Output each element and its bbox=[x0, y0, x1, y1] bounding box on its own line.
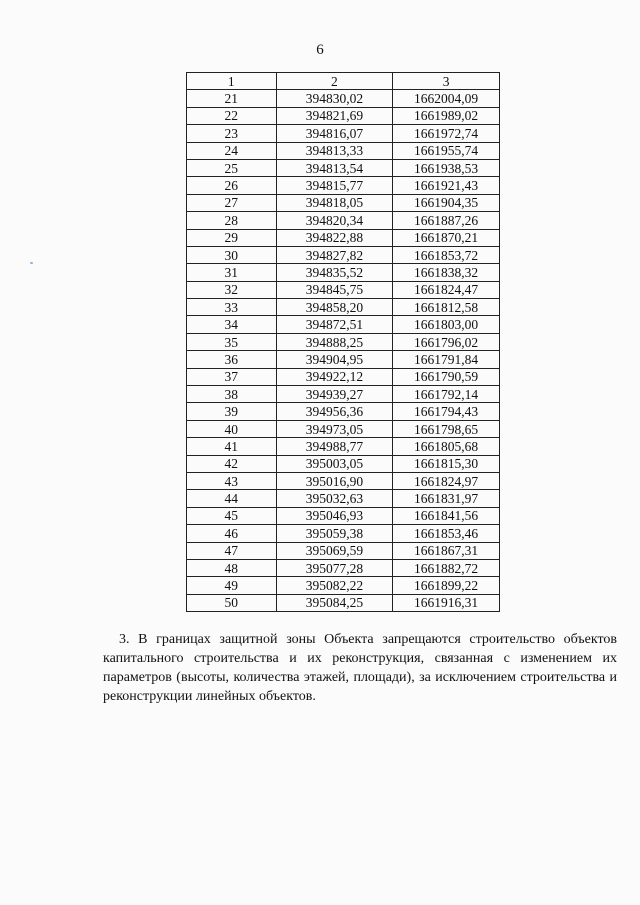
table-row bbox=[187, 316, 500, 333]
cell-x-coordinate: 394956,36 bbox=[276, 403, 393, 420]
cell-x-coordinate: 395032,63 bbox=[276, 490, 393, 507]
cell-point-number: 33 bbox=[187, 299, 277, 316]
cell-x-coordinate: 394818,05 bbox=[276, 194, 393, 211]
table-row bbox=[187, 507, 500, 524]
table-row bbox=[187, 368, 500, 385]
cell-y-coordinate: 1661853,46 bbox=[393, 525, 500, 542]
cell-y-coordinate: 1661792,14 bbox=[393, 386, 500, 403]
cell-point-number: 39 bbox=[187, 403, 277, 420]
cell-x-coordinate: 395082,22 bbox=[276, 577, 393, 594]
cell-x-coordinate: 394820,34 bbox=[276, 212, 393, 229]
cell-y-coordinate: 1661824,97 bbox=[393, 472, 500, 489]
cell-x-coordinate: 394988,77 bbox=[276, 438, 393, 455]
cell-y-coordinate: 1661882,72 bbox=[393, 559, 500, 576]
cell-y-coordinate: 1661796,02 bbox=[393, 333, 500, 350]
cell-y-coordinate: 1662004,09 bbox=[393, 90, 500, 107]
table-row bbox=[187, 107, 500, 124]
cell-y-coordinate: 1661838,32 bbox=[393, 264, 500, 281]
table-row bbox=[187, 125, 500, 142]
cell-point-number: 40 bbox=[187, 420, 277, 437]
cell-x-coordinate: 394816,07 bbox=[276, 125, 393, 142]
cell-x-coordinate: 394845,75 bbox=[276, 281, 393, 298]
cell-point-number: 38 bbox=[187, 386, 277, 403]
cell-x-coordinate: 394835,52 bbox=[276, 264, 393, 281]
scan-speck bbox=[30, 262, 33, 264]
cell-y-coordinate: 1661794,43 bbox=[393, 403, 500, 420]
cell-x-coordinate: 395069,59 bbox=[276, 542, 393, 559]
cell-y-coordinate: 1661853,72 bbox=[393, 246, 500, 263]
cell-point-number: 37 bbox=[187, 368, 277, 385]
cell-x-coordinate: 394872,51 bbox=[276, 316, 393, 333]
cell-x-coordinate: 395077,28 bbox=[276, 559, 393, 576]
cell-point-number: 21 bbox=[187, 90, 277, 107]
cell-point-number: 50 bbox=[187, 594, 277, 611]
table-row bbox=[187, 559, 500, 576]
table-row bbox=[187, 577, 500, 594]
cell-x-coordinate: 394939,27 bbox=[276, 386, 393, 403]
cell-x-coordinate: 394973,05 bbox=[276, 420, 393, 437]
cell-point-number: 49 bbox=[187, 577, 277, 594]
cell-x-coordinate: 395084,25 bbox=[276, 594, 393, 611]
cell-point-number: 45 bbox=[187, 507, 277, 524]
table-row bbox=[187, 299, 500, 316]
cell-x-coordinate: 394813,33 bbox=[276, 142, 393, 159]
cell-point-number: 44 bbox=[187, 490, 277, 507]
table-row bbox=[187, 594, 500, 611]
cell-y-coordinate: 1661867,31 bbox=[393, 542, 500, 559]
cell-point-number: 23 bbox=[187, 125, 277, 142]
cell-x-coordinate: 394821,69 bbox=[276, 107, 393, 124]
cell-y-coordinate: 1661831,97 bbox=[393, 490, 500, 507]
cell-x-coordinate: 394888,25 bbox=[276, 333, 393, 350]
cell-point-number: 42 bbox=[187, 455, 277, 472]
cell-x-coordinate: 394904,95 bbox=[276, 351, 393, 368]
cell-x-coordinate: 394822,88 bbox=[276, 229, 393, 246]
coordinates-table bbox=[186, 72, 500, 612]
table-row bbox=[187, 142, 500, 159]
cell-y-coordinate: 1661916,31 bbox=[393, 594, 500, 611]
cell-x-coordinate: 394858,20 bbox=[276, 299, 393, 316]
cell-y-coordinate: 1661921,43 bbox=[393, 177, 500, 194]
cell-y-coordinate: 1661824,47 bbox=[393, 281, 500, 298]
cell-point-number: 26 bbox=[187, 177, 277, 194]
table-row bbox=[187, 420, 500, 437]
cell-point-number: 28 bbox=[187, 212, 277, 229]
table-row bbox=[187, 490, 500, 507]
cell-y-coordinate: 1661904,35 bbox=[393, 194, 500, 211]
table-row bbox=[187, 212, 500, 229]
table-row bbox=[187, 455, 500, 472]
body-paragraph: 3. В границах защитной зоны Объекта запрещаются строительство объектов капитального строительства и их реконструкция, связанная с изменением их параметров (высоты, количества этажей, площади), за исключением строительства и реконструкции линейных объектов. bbox=[103, 632, 617, 704]
cell-y-coordinate: 1661798,65 bbox=[393, 420, 500, 437]
table-body bbox=[187, 90, 500, 612]
table-row bbox=[187, 177, 500, 194]
cell-point-number: 43 bbox=[187, 472, 277, 489]
cell-point-number: 35 bbox=[187, 333, 277, 350]
cell-point-number: 25 bbox=[187, 159, 277, 176]
table-row bbox=[187, 246, 500, 263]
cell-x-coordinate: 395046,93 bbox=[276, 507, 393, 524]
cell-point-number: 29 bbox=[187, 229, 277, 246]
table-header-row bbox=[187, 73, 500, 90]
table-row bbox=[187, 264, 500, 281]
table-row bbox=[187, 542, 500, 559]
cell-point-number: 31 bbox=[187, 264, 277, 281]
cell-point-number: 30 bbox=[187, 246, 277, 263]
cell-x-coordinate: 395003,05 bbox=[276, 455, 393, 472]
table-row bbox=[187, 351, 500, 368]
cell-x-coordinate: 395059,38 bbox=[276, 525, 393, 542]
table-row bbox=[187, 281, 500, 298]
cell-y-coordinate: 1661791,84 bbox=[393, 351, 500, 368]
cell-y-coordinate: 1661803,00 bbox=[393, 316, 500, 333]
cell-y-coordinate: 1661899,22 bbox=[393, 577, 500, 594]
cell-y-coordinate: 1661989,02 bbox=[393, 107, 500, 124]
cell-y-coordinate: 1661938,53 bbox=[393, 159, 500, 176]
cell-y-coordinate: 1661812,58 bbox=[393, 299, 500, 316]
cell-y-coordinate: 1661841,56 bbox=[393, 507, 500, 524]
cell-x-coordinate: 394815,77 bbox=[276, 177, 393, 194]
cell-y-coordinate: 1661972,74 bbox=[393, 125, 500, 142]
table-row bbox=[187, 333, 500, 350]
table-row bbox=[187, 403, 500, 420]
table-row bbox=[187, 159, 500, 176]
cell-point-number: 24 bbox=[187, 142, 277, 159]
cell-point-number: 34 bbox=[187, 316, 277, 333]
cell-point-number: 46 bbox=[187, 525, 277, 542]
cell-x-coordinate: 394827,82 bbox=[276, 246, 393, 263]
column-header-x: 2 bbox=[276, 73, 393, 90]
cell-point-number: 32 bbox=[187, 281, 277, 298]
cell-x-coordinate: 394830,02 bbox=[276, 90, 393, 107]
cell-point-number: 22 bbox=[187, 107, 277, 124]
cell-point-number: 41 bbox=[187, 438, 277, 455]
cell-point-number: 27 bbox=[187, 194, 277, 211]
cell-point-number: 47 bbox=[187, 542, 277, 559]
column-header-y: 3 bbox=[393, 73, 500, 90]
table-row bbox=[187, 525, 500, 542]
cell-y-coordinate: 1661870,21 bbox=[393, 229, 500, 246]
table-row bbox=[187, 229, 500, 246]
table-row bbox=[187, 472, 500, 489]
cell-y-coordinate: 1661955,74 bbox=[393, 142, 500, 159]
table-row bbox=[187, 438, 500, 455]
cell-x-coordinate: 394922,12 bbox=[276, 368, 393, 385]
column-header-point: 1 bbox=[187, 73, 277, 90]
cell-x-coordinate: 394813,54 bbox=[276, 159, 393, 176]
cell-y-coordinate: 1661815,30 bbox=[393, 455, 500, 472]
cell-point-number: 36 bbox=[187, 351, 277, 368]
cell-y-coordinate: 1661805,68 bbox=[393, 438, 500, 455]
page-number: 6 bbox=[316, 42, 324, 58]
cell-y-coordinate: 1661887,26 bbox=[393, 212, 500, 229]
cell-point-number: 48 bbox=[187, 559, 277, 576]
cell-x-coordinate: 395016,90 bbox=[276, 472, 393, 489]
table-row bbox=[187, 386, 500, 403]
cell-y-coordinate: 1661790,59 bbox=[393, 368, 500, 385]
table-row bbox=[187, 90, 500, 107]
table-row bbox=[187, 194, 500, 211]
